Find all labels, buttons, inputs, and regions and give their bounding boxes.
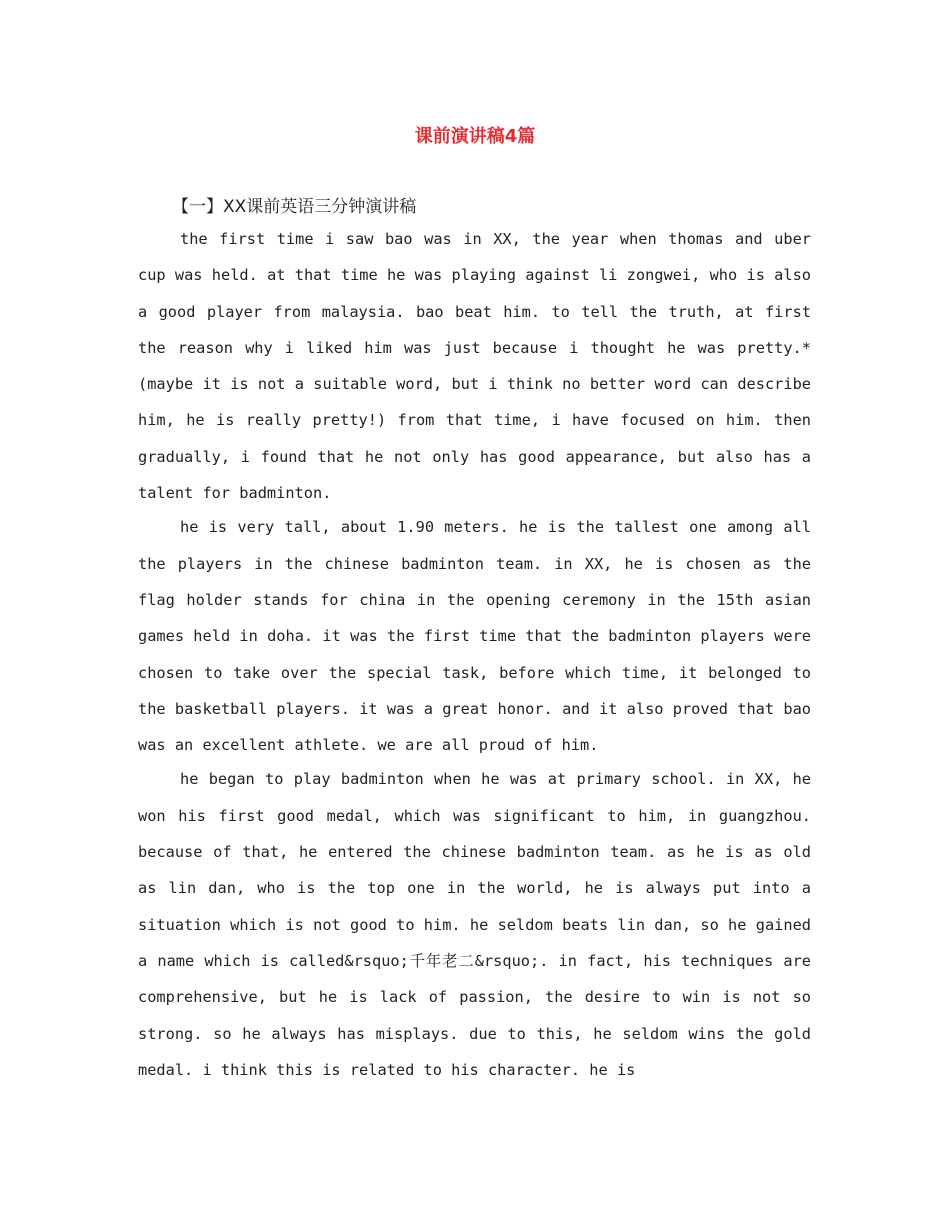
paragraph-1: the first time i saw bao was in XX, the year when thomas and uber cup was held. at that time he was playing against li zongwei, who is also a good player from malaysia. bao beat him. to tell the truth, at first the reason why i liked him was just because i thought he was pretty.*(maybe it is not a suitable word, but i think no better word can describe him, he is really pretty!) from that time, i have focused on him. then gradually, i found that he not only has good appearance, but also has a talent for badminton. [138, 230, 811, 503]
paragraph-2: he is very tall, about 1.90 meters. he is the tallest one among all the players in the chinese badminton team. in XX, he is chosen as the flag holder stands for china in the opening ceremony in the 15th asian games held in doha. it was the first time that the badminton players were chosen to take over the special task, before which time, it belonged to the basketball players. it was a great honor. and it also proved that bao was an excellent athlete. we are all proud of him. [138, 518, 811, 755]
paragraph-3: he began to play badminton when he was at primary school. in XX, he won his first good medal, which was significant to him, in guangzhou. because of that, he entered the chinese badminton team. as he is as old as lin dan, who is the top one in the world, he is always put into a situation which is not good to him. he seldom beats lin dan, so he gained a name which is called&rsquo;千年老二&rsquo;. in fact, his techniques are comprehensive, but he is lack of passion, the desire to win is not so strong. so he always has misplays. due to this, he seldom wins the gold medal. i think this is related to his character. he is [138, 770, 811, 1079]
page-title: 课前演讲稿4篇 [414, 126, 536, 147]
section-heading: 【一】XX课前英语三分钟演讲稿 [172, 197, 417, 217]
document-body [138, 193, 811, 1088]
